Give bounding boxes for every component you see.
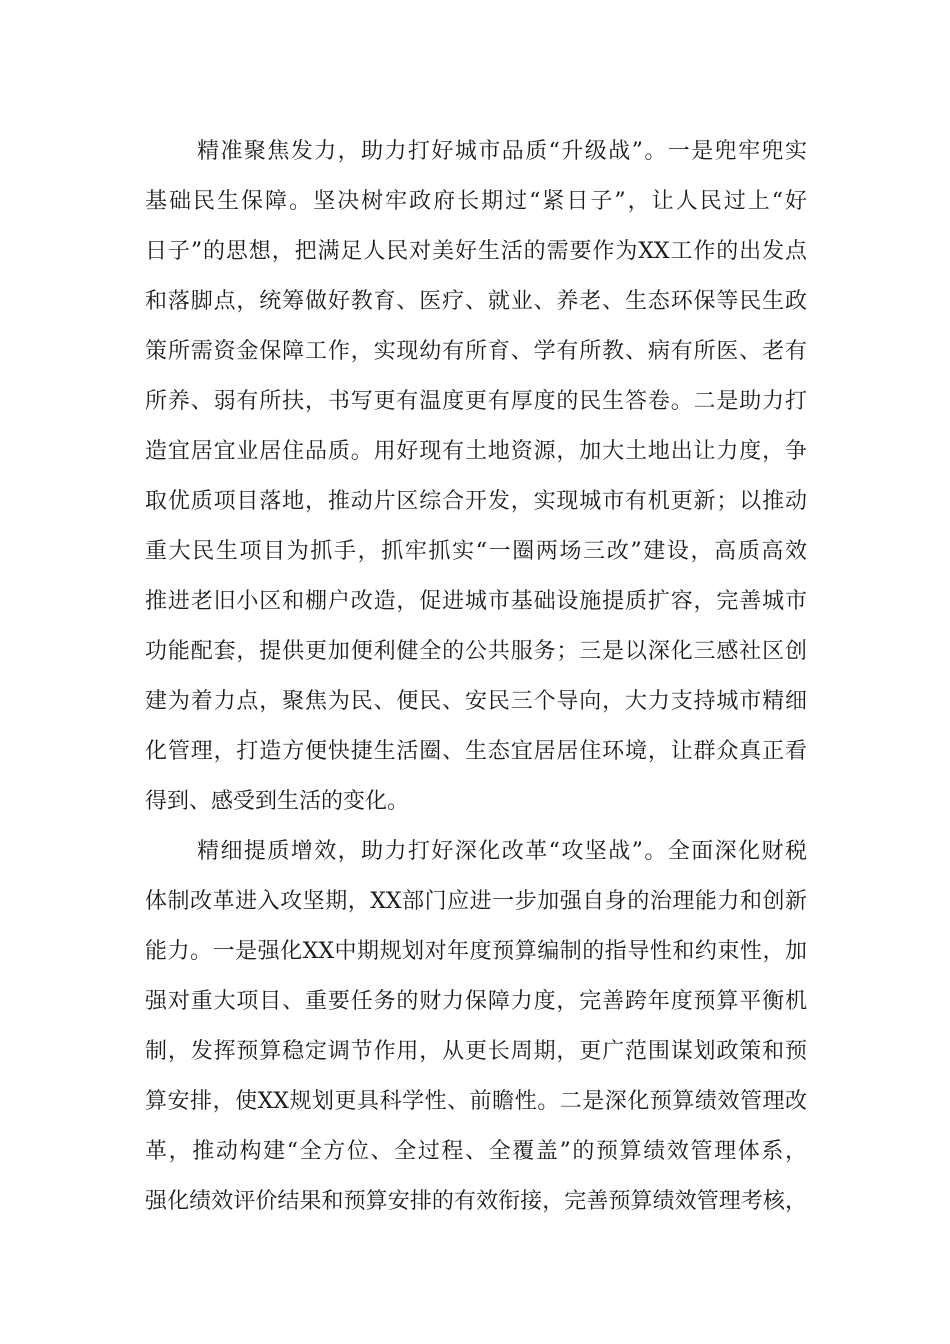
document-page	[145, 127, 807, 1227]
text-line: 取优质项目落地，推动片区综合开发，实现城市有机更新；以推动	[145, 489, 807, 514]
text-line: 所养、弱有所扶，书写更有温度更有厚度的民生答卷。二是助力打	[145, 389, 807, 414]
text-line: 重大民生项目为抓手，抓牢抓实“一圈两场三改”建设，高质高效	[145, 539, 807, 564]
text-line: 和落脚点，统筹做好教育、医疗、就业、养老、生态环保等民生政	[145, 289, 807, 314]
text-line: 策所需资金保障工作，实现幼有所育、学有所教、病有所医、老有	[145, 339, 807, 364]
text-line: 强化绩效评价结果和预算安排的有效衔接，完善预算绩效管理考核，	[145, 1189, 807, 1214]
paragraph-reform	[145, 827, 807, 1227]
text-line: 制，发挥预算稳定调节作用，从更长周期，更广范围谋划政策和预	[145, 1039, 807, 1064]
text-line: 日子”的思想，把满足人民对美好生活的需要作为XX工作的出发点	[145, 239, 807, 264]
text-line: 化管理，打造方便快捷生活圈、生态宜居居住环境，让群众真正看	[145, 739, 807, 764]
text-line: 体制改革进入攻坚期，XX部门应进一步加强自身的治理能力和创新	[145, 889, 807, 914]
text-line: 能力。一是强化XX中期规划对年度预算编制的指导性和约束性，加	[145, 939, 807, 964]
text-line: 功能配套，提供更加便利健全的公共服务；三是以深化三感社区创	[145, 639, 807, 664]
text-line: 精细提质增效，助力打好深化改革“攻坚战”。全面深化财税	[197, 839, 807, 864]
text-line: 推进老旧小区和棚户改造，促进城市基础设施提质扩容，完善城市	[145, 589, 807, 614]
text-line: 革，推动构建“全方位、全过程、全覆盖”的预算绩效管理体系，	[145, 1139, 807, 1164]
paragraph-livelihood	[145, 127, 807, 827]
text-line: 算安排，使XX规划更具科学性、前瞻性。二是深化预算绩效管理改	[145, 1089, 807, 1114]
text-line: 得到、感受到生活的变化。	[145, 789, 410, 814]
text-line: 强对重大项目、重要任务的财力保障力度，完善跨年度预算平衡机	[145, 989, 807, 1014]
text-line: 精准聚焦发力，助力打好城市品质“升级战”。一是兜牢兜实	[197, 139, 807, 164]
text-line: 造宜居宜业居住品质。用好现有土地资源，加大土地出让力度，争	[145, 439, 807, 464]
text-line: 基础民生保障。坚决树牢政府长期过“紧日子”，让人民过上“好	[145, 189, 807, 214]
text-line: 建为着力点，聚焦为民、便民、安民三个导向，大力支持城市精细	[145, 689, 807, 714]
